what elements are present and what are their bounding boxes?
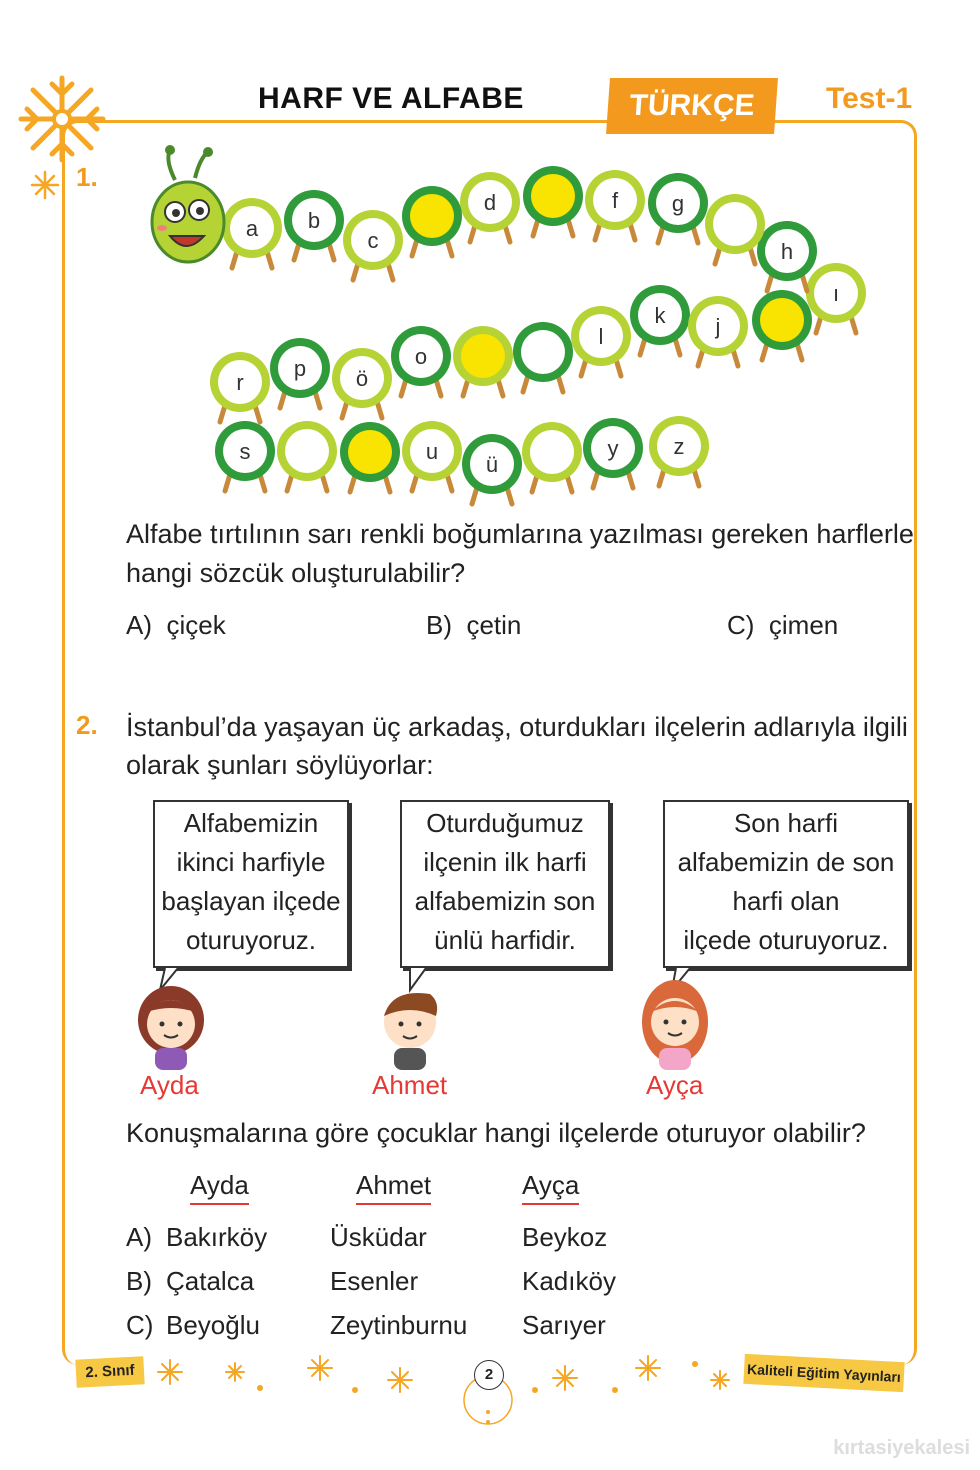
caterpillar-segment bbox=[649, 416, 709, 486]
caterpillar-illustration bbox=[0, 0, 980, 510]
segment-letter: ö bbox=[355, 366, 369, 391]
segment-letter: s bbox=[239, 439, 251, 464]
kid-name-ayda: Ayda bbox=[140, 1070, 199, 1100]
caterpillar-segment bbox=[340, 422, 400, 492]
caterpillar-segment bbox=[210, 352, 270, 422]
q1-option-a[interactable] bbox=[126, 610, 226, 641]
question-1-number: 1. bbox=[76, 162, 98, 192]
caterpillar-segment bbox=[391, 326, 451, 396]
question-2-intro-1: İstanbul’da yaşayan üç arkadaş, oturdukları ilçelerin adlarıyla ilgili bbox=[126, 712, 908, 742]
caterpillar-segment bbox=[343, 210, 403, 280]
boy-avatar-icon bbox=[384, 993, 437, 1070]
question-2-prompt: Konuşmalarına göre çocuklar hangi ilçelerde oturuyor olabilir? bbox=[126, 1118, 866, 1148]
segment-letter: c bbox=[367, 228, 379, 253]
bubble-line: oturuyoruz. bbox=[185, 925, 317, 955]
segment-letter: d bbox=[483, 190, 497, 215]
bubble-line: ikinci harfiyle bbox=[176, 847, 326, 877]
segment-letter: p bbox=[293, 356, 307, 381]
kid-name-ayca: Ayça bbox=[646, 1070, 704, 1100]
kids-illustration bbox=[0, 960, 980, 1080]
caterpillar-segment bbox=[332, 348, 392, 418]
caterpillar-segment bbox=[402, 186, 462, 256]
segment-letter: ü bbox=[485, 452, 499, 477]
q1-option-a-label: A) bbox=[126, 610, 152, 640]
caterpillar-segment bbox=[215, 421, 275, 491]
segment-letter: ı bbox=[832, 281, 840, 306]
girl-avatar-icon bbox=[642, 980, 708, 1070]
grade-tag: 2. Sınıf bbox=[75, 1356, 144, 1388]
caterpillar-segment bbox=[806, 263, 866, 333]
question-2-intro-2: olarak şunları söylüyorlar: bbox=[126, 750, 434, 780]
segment-letter: z bbox=[673, 434, 685, 459]
q1-option-b-text: çetin bbox=[466, 610, 522, 640]
bubble-line: Oturduğumuz bbox=[426, 808, 584, 838]
caterpillar-segment bbox=[277, 421, 337, 491]
q1-option-c-label: C) bbox=[727, 610, 755, 640]
question-1-line-2: hangi sözcük oluşturulabilir? bbox=[126, 558, 466, 588]
column-head-ayca: Ayça bbox=[522, 1170, 579, 1205]
q2-option-b-value: Esenler bbox=[330, 1266, 419, 1296]
caterpillar-segment bbox=[513, 322, 573, 392]
subject-tab: TÜRKÇE bbox=[606, 78, 778, 134]
q2-option-b-value: Kadıköy bbox=[522, 1266, 616, 1296]
question-1-line-1: Alfabe tırtılının sarı renkli boğumlarına yazılması gereken harflerle bbox=[126, 519, 914, 549]
caterpillar-segment bbox=[460, 172, 520, 242]
caterpillar-segment bbox=[585, 170, 645, 240]
page-title: HARF VE ALFABE bbox=[258, 82, 524, 115]
segment-letter: h bbox=[780, 239, 794, 264]
caterpillar-segment bbox=[583, 418, 643, 488]
q1-option-b[interactable] bbox=[426, 610, 521, 641]
q2-option-c-value: Beyoğlu bbox=[166, 1310, 260, 1340]
footer-snowflakes-icon bbox=[150, 1350, 750, 1400]
segment-letter: r bbox=[236, 370, 244, 395]
caterpillar-segment bbox=[402, 421, 462, 491]
test-label: Test-1 bbox=[826, 82, 913, 115]
caterpillar-segment bbox=[284, 190, 344, 260]
q2-option-c-label: C) bbox=[126, 1310, 154, 1340]
watermark: kırtasiyekalesi bbox=[833, 1437, 970, 1459]
caterpillar-segment bbox=[462, 434, 522, 504]
segment-letter: u bbox=[425, 439, 439, 464]
caterpillar-segment bbox=[453, 326, 513, 396]
q2-option-a-value: Üsküdar bbox=[330, 1222, 427, 1252]
segment-letter: g bbox=[671, 191, 685, 216]
column-head-ayda: Ayda bbox=[190, 1170, 249, 1205]
column-head-ahmet: Ahmet bbox=[356, 1170, 431, 1205]
girl-avatar-icon bbox=[138, 986, 204, 1070]
question-2-number: 2. bbox=[76, 710, 98, 740]
bubble-line: ilçede oturuyoruz. bbox=[683, 925, 889, 955]
caterpillar-segment bbox=[705, 194, 765, 264]
segment-letter: y bbox=[607, 436, 619, 461]
q1-option-c[interactable] bbox=[727, 610, 838, 641]
q2-option-a-value: Beykoz bbox=[522, 1222, 608, 1252]
bubble-line: alfabemizin son bbox=[414, 886, 596, 916]
page-number: 2 bbox=[474, 1360, 504, 1390]
caterpillar-segment bbox=[571, 306, 631, 376]
kid-name-ahmet: Ahmet bbox=[372, 1070, 448, 1100]
caterpillar-segment bbox=[688, 296, 748, 366]
caterpillar-segment bbox=[757, 221, 817, 291]
bubble-line: harfi olan bbox=[732, 886, 840, 916]
q1-option-b-label: B) bbox=[426, 610, 452, 640]
segment-letter: f bbox=[611, 188, 619, 213]
bubble-line: alfabemizin de son bbox=[677, 847, 895, 877]
caterpillar-segment bbox=[752, 290, 812, 360]
caterpillar-segment bbox=[270, 338, 330, 408]
bubble-line: Alfabemizin bbox=[183, 808, 319, 838]
q2-option-c-value: Zeytinburnu bbox=[330, 1310, 468, 1340]
q2-option-b-label: B) bbox=[126, 1266, 152, 1296]
q2-option-b-value: Çatalca bbox=[166, 1266, 255, 1296]
segment-letter: l bbox=[598, 324, 604, 349]
segment-letter: j bbox=[715, 314, 721, 339]
segment-letter: o bbox=[414, 344, 428, 369]
caterpillar-segment bbox=[523, 166, 583, 236]
caterpillar-head-icon bbox=[152, 145, 224, 262]
speech-bubble-ayda bbox=[153, 800, 349, 968]
segment-letter: a bbox=[245, 216, 259, 241]
q2-option-a-value: Bakırköy bbox=[166, 1222, 268, 1252]
q2-option-a-label: A) bbox=[126, 1222, 152, 1252]
bubble-line: ünlü harfidir. bbox=[434, 925, 576, 955]
q2-option-c-value: Sarıyer bbox=[522, 1310, 606, 1340]
bubble-line: ilçenin ilk harfi bbox=[423, 847, 587, 877]
segment-letter: k bbox=[654, 303, 666, 328]
caterpillar-segment bbox=[648, 173, 708, 243]
bubble-line: başlayan ilçede bbox=[161, 886, 341, 916]
caterpillar-segment bbox=[522, 422, 582, 492]
segment-letter: b bbox=[307, 208, 321, 233]
caterpillar-segment bbox=[222, 198, 282, 268]
q1-option-a-text: çiçek bbox=[166, 610, 226, 640]
speech-bubble-ahmet bbox=[400, 800, 610, 968]
q1-option-c-text: çimen bbox=[768, 610, 839, 640]
bubble-line: Son harfi bbox=[733, 808, 839, 838]
caterpillar-segment bbox=[630, 285, 690, 355]
publisher-tag: Kaliteli Eğitim Yayınları bbox=[743, 1354, 904, 1392]
speech-bubble-ayca bbox=[663, 800, 909, 968]
